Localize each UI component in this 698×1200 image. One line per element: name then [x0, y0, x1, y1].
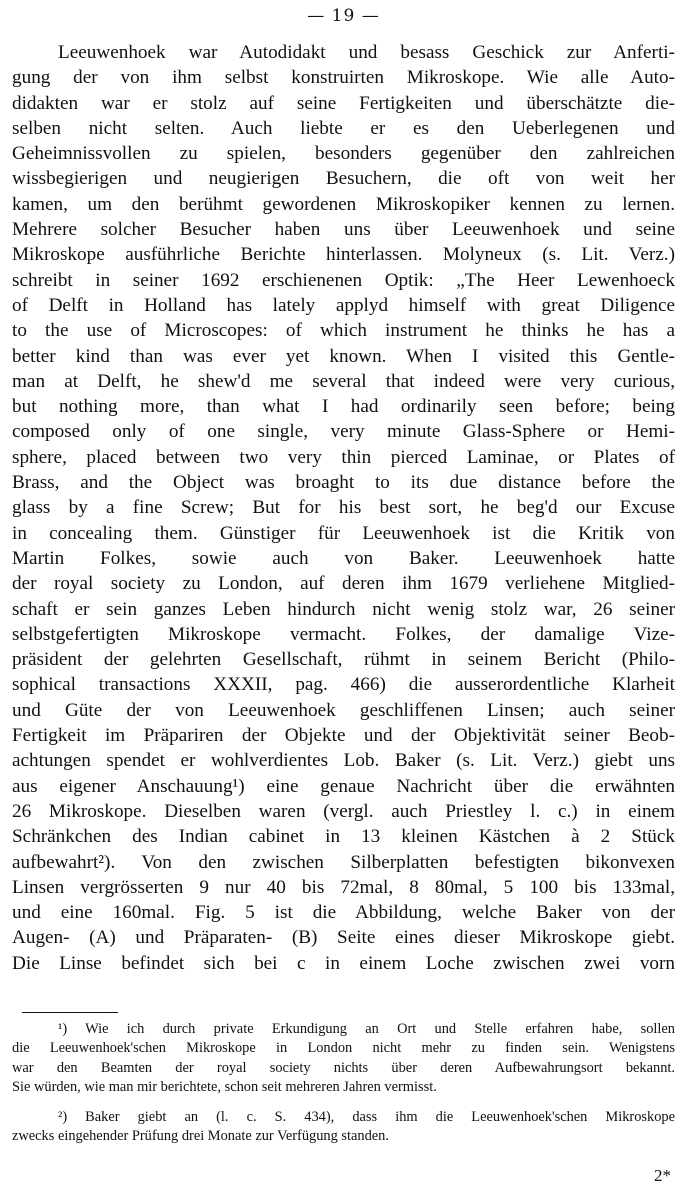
footnote-line: die Leeuwenhoek'schen Mikroskope in London nicht mehr zu finden sein. Wenigstens	[12, 1040, 675, 1057]
text-line: selbstgefertigten Mikroskope vermacht. Folkes, der damalige Vize-	[12, 623, 675, 645]
text-line: 26 Mikroskope. Dieselben waren (vergl. auch Priestley l. c.) in einem	[12, 800, 675, 822]
text-line: schreibt in seiner 1692 erschienenen Optik: „The Heer Lewenhoeck	[12, 269, 675, 291]
footnotes	[12, 1020, 675, 1146]
text-line: wissbegierigen und neugierigen Besuchern, die oft von weit her	[12, 168, 675, 190]
text-line: Fertigkeit im Präpariren der Objekte und der Objektivität seiner Beob-	[12, 725, 675, 747]
page-number: — 19 —	[307, 6, 380, 26]
text-line: composed only of one single, very minute Glass-Sphere or Hemi-	[12, 421, 675, 443]
footnote-line: zwecks eingehender Prüfung drei Monate zur Verfügung standen.	[12, 1127, 389, 1144]
text-line: und Güte der von Leeuwenhoek geschliffenen Linsen; auch seiner	[12, 699, 675, 721]
footnote-line: ²) Baker giebt an (l. c. S. 434), dass ihm die Leeuwenhoek'schen Mikroskope	[58, 1108, 675, 1125]
text-line: of Delft in Holland has lately applyd himself with great Diligence	[12, 294, 675, 316]
footnote-line: war den Beamten der royal society nichts über deren Aufbewahrungsort bekannt.	[12, 1059, 675, 1076]
text-line: sophical transactions XXXII, pag. 466) die ausserordentliche Klarheit	[12, 674, 675, 696]
text-line: Brass, and the Object was broaght to its due distance before the	[12, 472, 675, 494]
text-line: gung der von ihm selbst konstruirten Mikroskope. Wie alle Auto-	[12, 67, 675, 89]
text-line: man at Delft, he shew'd me several that indeed were very curious,	[12, 370, 675, 392]
text-line: better kind than was ever yet known. When I visited this Gentle-	[12, 345, 675, 367]
text-line: Martin Folkes, sowie auch von Baker. Leeuwenhoek hatte	[12, 547, 675, 569]
text-line: in concealing them. Günstiger für Leeuwenhoek ist die Kritik von	[12, 522, 675, 544]
text-line: Die Linse befindet sich bei c in einem Loche zwischen zwei vorn	[12, 952, 675, 974]
page	[12, 0, 675, 1200]
text-line: Mehrere solcher Besucher haben uns über Leeuwenhoek und seine	[12, 219, 675, 241]
text-line: Geheimnissvollen zu spielen, besonders gegenüber den zahlreichen	[12, 143, 675, 165]
text-line: but nothing more, than what I had ordinarily seen before; being	[12, 396, 675, 418]
text-line: Mikroskope ausführliche Berichte hinterlassen. Molyneux (s. Lit. Verz.)	[12, 244, 675, 266]
text-line: und eine 160mal. Fig. 5 ist die Abbildung, welche Baker von der	[12, 902, 675, 924]
text-line: Augen- (A) und Präparaten- (B) Seite eines dieser Mikroskope giebt.	[12, 927, 675, 949]
body-text	[12, 40, 675, 976]
text-line: achtungen spendet er wohlverdientes Lob. Baker (s. Lit. Verz.) giebt uns	[12, 750, 675, 772]
text-line: Schränkchen des Indian cabinet in 13 kleinen Kästchen à 2 Stück	[12, 826, 675, 848]
text-line: selben nicht selten. Auch liebte er es den Ueberlegenen und	[12, 117, 675, 139]
text-line: Linsen vergrösserten 9 nur 40 bis 72mal, 8 80mal, 5 100 bis 133mal,	[12, 876, 675, 898]
text-line: sphere, placed between two very thin pierced Laminae, or Plates of	[12, 446, 675, 468]
text-line: aus eigener Anschauung¹) eine genaue Nachricht über die erwähnten	[12, 775, 675, 797]
footnote-line: ¹) Wie ich durch private Erkundigung an Ort und Stelle erfahren habe, sollen	[58, 1021, 675, 1037]
text-line: to the use of Microscopes: of which instrument he thinks he has a	[12, 320, 675, 342]
text-line: Leeuwenhoek war Autodidakt und besass Geschick zur Anferti-	[58, 42, 675, 63]
footnote-divider	[22, 1012, 118, 1013]
text-line: schaft er sein ganzes Leben hindurch nicht wenig stolz war, 26 seiner	[12, 598, 675, 620]
text-line: glass by a fine Screw; But for his best sort, he beg'd our Excuse	[12, 497, 675, 519]
footnote-line: Sie würden, wie man mir berichtete, schon seit mehreren Jahren vermisst.	[12, 1079, 437, 1096]
text-line: didakten war er stolz auf seine Fertigkeiten und überschätzte die-	[12, 92, 675, 114]
signature-mark: 2*	[654, 1166, 671, 1185]
text-line: kamen, um den berühmt gewordenen Mikroskopiker kennen zu lernen.	[12, 193, 675, 215]
text-line: präsident der gelehrten Gesellschaft, rühmt in seinem Bericht (Philo-	[12, 649, 675, 671]
text-line: aufbewahrt²). Von den zwischen Silberplatten befestigten bikonvexen	[12, 851, 675, 873]
text-line: der royal society zu London, auf deren ihm 1679 verliehene Mitglied-	[12, 573, 675, 595]
